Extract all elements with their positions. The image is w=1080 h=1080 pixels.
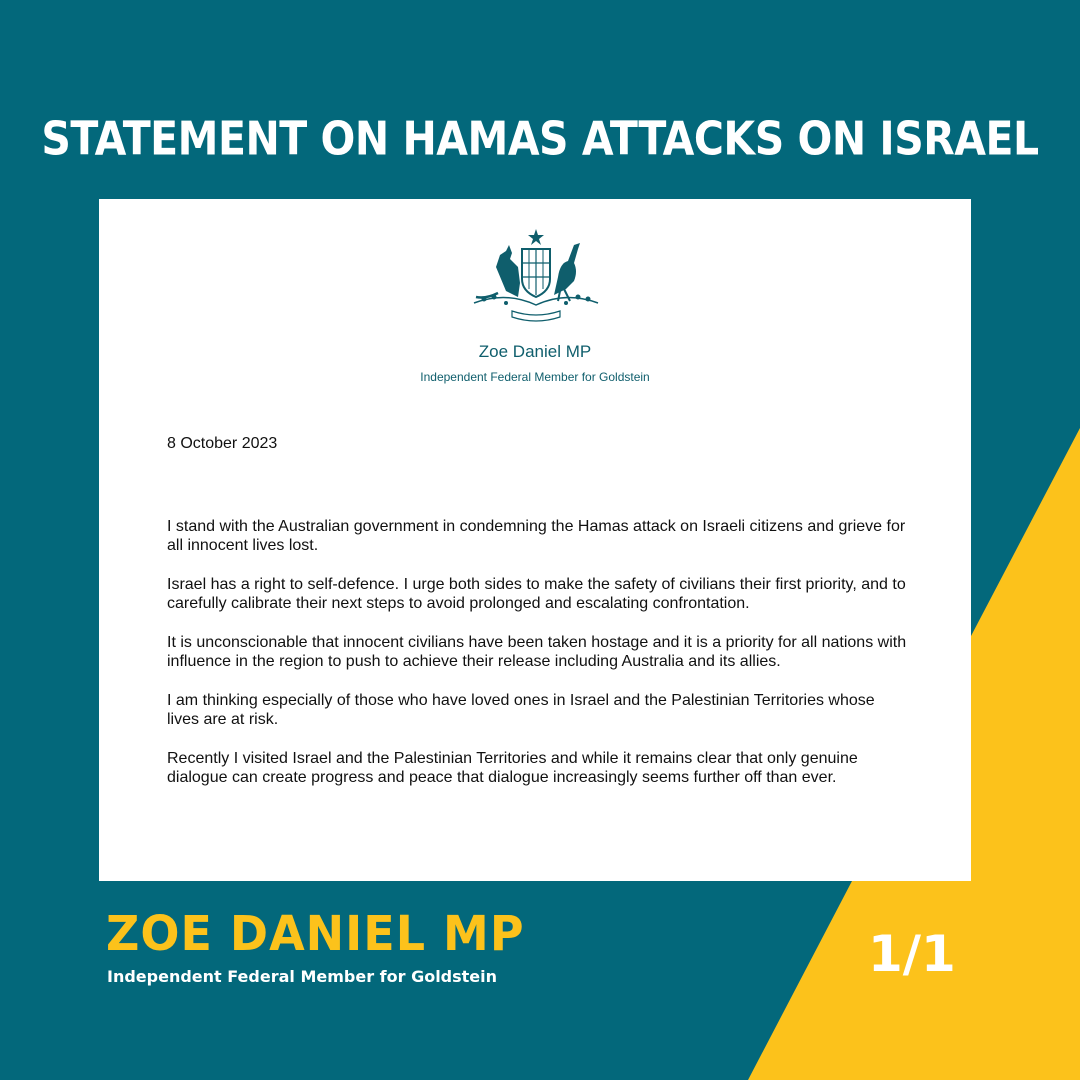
letterhead-name: Zoe Daniel MP [478,342,592,361]
coat-of-arms-icon [466,227,606,327]
page-indicator: 1/1 [868,925,956,983]
statement-body [167,517,907,807]
statement-paragraph: Israel has a right to self-defence. I urge both sides to make the safety of civilians their first priority, and to carefully calibrate their next steps to avoid prolonged and escalating confrontation. [167,576,906,612]
statement-date: 8 October 2023 [167,435,278,452]
letterhead-subtitle: Independent Federal Member for Goldstein [420,370,650,384]
statement-paragraph: It is unconscionable that innocent civilians have been taken hostage and it is a priority for all nations with influence in the region to push to achieve their release including Australia and its allies. [167,634,907,670]
statement-paragraph: I am thinking especially of those who have loved ones in Israel and the Palestinian Territories whose lives are at risk. [167,692,875,728]
statement-paragraph: I stand with the Australian government in condemning the Hamas attack on Israeli citizens and grieve for all innocent lives lost. [167,518,906,554]
page-title: STATEMENT ON HAMAS ATTACKS ON ISRAEL [41,112,1039,166]
statement-letter [99,199,971,881]
footer-name: ZOE DANIEL MP [106,905,525,962]
footer-subtitle: Independent Federal Member for Goldstein [107,967,498,986]
statement-paragraph: Recently I visited Israel and the Palestinian Territories and while it remains clear that only genuine dialogue can create progress and peace that dialogue increasingly seems further off than ever. [167,750,858,786]
